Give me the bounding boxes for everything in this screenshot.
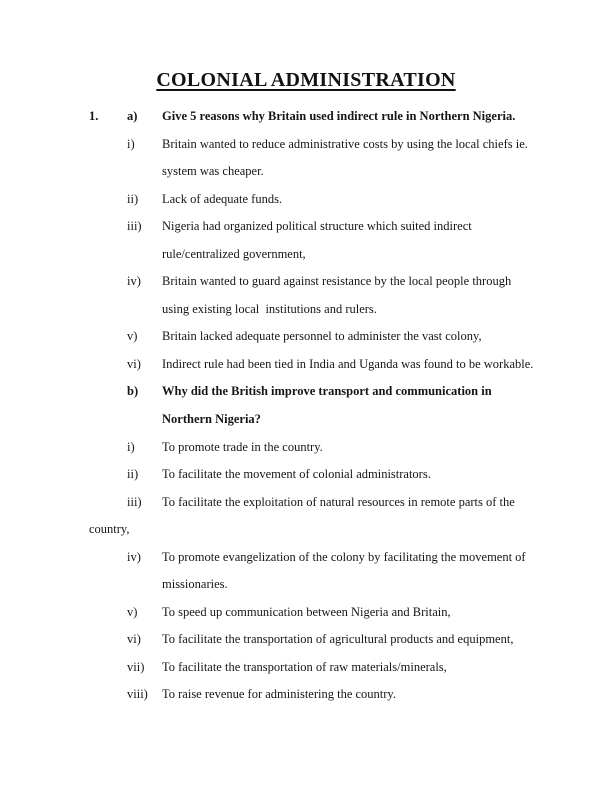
line-text: To speed up communication between Nigeria and Britain, [162, 604, 451, 619]
document-line [0, 296, 612, 324]
line-label: iii) [127, 494, 142, 509]
document-line [0, 268, 612, 296]
line-label: ii) [127, 191, 139, 206]
document-line [0, 406, 612, 434]
document-line [0, 378, 612, 406]
line-text: country, [89, 522, 130, 537]
line-label: vii) [127, 659, 145, 674]
line-text: rule/centralized government, [162, 246, 306, 261]
document-line [0, 654, 612, 682]
line-label: v) [127, 604, 138, 619]
document-line [0, 571, 612, 599]
line-label: a) [127, 109, 138, 123]
document-line [0, 461, 612, 489]
line-label: viii) [127, 687, 148, 702]
line-label: i) [127, 439, 135, 454]
document-line [0, 544, 612, 572]
line-text: Britain wanted to reduce administrative costs by using the local chiefs ie. [162, 136, 528, 151]
line-text: To facilitate the transportation of raw materials/minerals, [162, 659, 447, 674]
line-number: 1. [89, 109, 99, 123]
document-line [0, 599, 612, 627]
line-text: Why did the British improve transport and communication in [162, 384, 492, 399]
document-line [0, 516, 612, 544]
line-text: To promote trade in the country. [162, 439, 323, 454]
document-line [0, 489, 612, 517]
line-label: v) [127, 329, 138, 344]
document-line [0, 213, 612, 241]
document-line [0, 131, 612, 159]
line-text: using existing local institutions and rulers. [162, 301, 377, 316]
document-line [0, 626, 612, 654]
document-line [0, 351, 612, 379]
line-label: iii) [127, 219, 142, 234]
document-line [0, 241, 612, 269]
document-body [0, 103, 612, 709]
line-label: iv) [127, 274, 141, 289]
line-label: iv) [127, 549, 141, 564]
document-line [0, 323, 612, 351]
document-line [0, 158, 612, 186]
line-text: To raise revenue for administering the country. [162, 687, 396, 702]
line-text: To facilitate the transportation of agricultural products and equipment, [162, 632, 514, 647]
document-line [0, 681, 612, 709]
document-line [0, 186, 612, 214]
line-label: vi) [127, 356, 141, 371]
page-title: COLONIAL ADMINISTRATION [156, 69, 456, 91]
line-text: Northern Nigeria? [162, 412, 261, 427]
line-label: ii) [127, 467, 139, 482]
line-text: To facilitate the movement of colonial administrators. [162, 467, 431, 482]
document-line [0, 434, 612, 462]
line-label: i) [127, 136, 135, 151]
line-text: Lack of adequate funds. [162, 191, 283, 206]
line-text: To promote evangelization of the colony by facilitating the movement of [162, 549, 526, 564]
line-text: Britain lacked adequate personnel to administer the vast colony, [162, 329, 482, 344]
line-text: missionaries. [162, 577, 228, 592]
line-text: To facilitate the exploitation of natural resources in remote parts of the [162, 494, 515, 509]
line-text: Britain wanted to guard against resistance by the local people through [162, 274, 512, 289]
line-text: system was cheaper. [162, 164, 264, 179]
line-text: Nigeria had organized political structure which suited indirect [162, 219, 472, 234]
line-label: b) [127, 384, 139, 399]
line-text: Give 5 reasons why Britain used indirect rule in Northern Nigeria. [162, 109, 516, 123]
document-line [0, 103, 612, 131]
line-label: vi) [127, 632, 141, 647]
line-text: Indirect rule had been tied in India and Uganda was found to be workable. [162, 356, 534, 371]
